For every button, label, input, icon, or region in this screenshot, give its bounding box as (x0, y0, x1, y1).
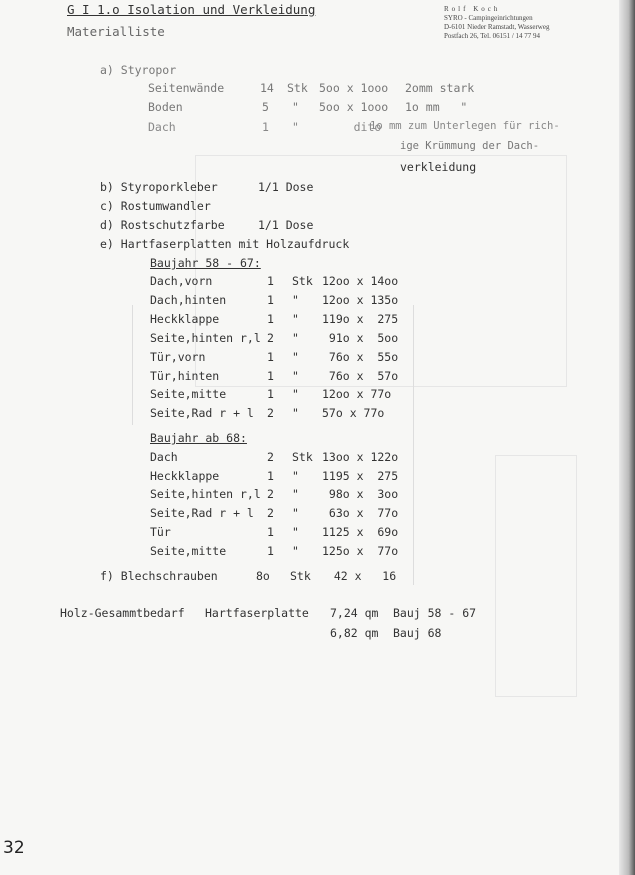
row-qty: 2 (267, 406, 274, 421)
row-qty: 2 (267, 330, 274, 345)
row-unit: " (292, 543, 299, 558)
row-name: Boden (148, 100, 183, 114)
row-unit: " (292, 487, 299, 502)
row-unit: " (292, 387, 299, 402)
row-unit: " (292, 524, 299, 539)
row-dims: 1195 x 275 (322, 468, 399, 483)
total-model: Bauj 58 - 67 (393, 606, 477, 620)
row-unit: Stk (292, 274, 313, 288)
section-e-label: e) Hartfaserplatten mit Holzaufdruck (100, 237, 350, 251)
row-name: Seite,mitte (150, 543, 227, 558)
total-model: Bauj 68 (393, 626, 442, 640)
total-material: Hartfaserplatte (205, 606, 309, 620)
row-name: Seite,mitte (150, 387, 227, 402)
stamp-name: Rolf Koch (444, 5, 501, 13)
row-qty: 14 (260, 81, 274, 95)
stamp-line: SYRO - Campingeinrichtungen (444, 14, 533, 22)
section-d-label: d) Rostschutzfarbe (100, 218, 225, 232)
section-a-label: a) Styropor (100, 63, 177, 77)
row-qty: 1 (267, 311, 274, 326)
row-unit: Stk (292, 450, 313, 464)
group-title-ab-68: Baujahr ab 68: (150, 431, 247, 445)
row-qty: 1 (267, 543, 274, 558)
row-dims: 1125 x 69o (322, 524, 399, 539)
total-label: Holz-Gesammtbedarf (60, 606, 185, 620)
row-unit: " (292, 330, 299, 345)
row-dims: 5oo x 1ooo (319, 81, 389, 95)
row-name: Heckklappe (150, 468, 220, 483)
row-dims: 12oo x 14oo (322, 274, 399, 288)
row-unit: Stk (287, 81, 308, 95)
section-c-label: c) Rostumwandler (100, 199, 211, 213)
row-name: Dach,hinten (150, 292, 227, 307)
page-title: G I 1.o Isolation und Verkleidung (67, 2, 316, 17)
row-qty: 1 (267, 349, 274, 364)
stamp-line: D-6101 Nieder Ramstadt, Wasserweg (444, 23, 550, 31)
section-b-label: b) Styroporkleber (100, 180, 218, 194)
section-f-unit: Stk (290, 569, 311, 583)
row-qty: 1 (262, 120, 269, 134)
page-number: 32 (3, 838, 25, 858)
row-name: Heckklappe (150, 311, 220, 326)
table-border (132, 305, 133, 425)
show-through-box (495, 455, 577, 697)
row-note: 1o mm " (405, 100, 468, 114)
group-title-58-67: Baujahr 58 - 67: (150, 256, 261, 270)
row-name: Tür,vorn (150, 349, 206, 364)
row-name: Seite,hinten r,l (150, 330, 261, 345)
row-qty: 5 (262, 100, 269, 114)
row-note: 2omm stark (405, 81, 475, 95)
row-note: 1o mm zum Unterlegen für rich- (370, 120, 560, 132)
row-unit: " (292, 120, 299, 134)
row-dims: 12oo x 135o (322, 292, 399, 307)
section-d-amount: 1/1 Dose (258, 218, 314, 232)
row-name: Seite,hinten r,l (150, 487, 261, 502)
row-name: Seitenwände (148, 81, 225, 95)
row-unit: " (292, 349, 299, 364)
row-name: Dach (148, 120, 176, 134)
row-dims: 5oo x 1ooo (319, 100, 389, 114)
row-unit: " (292, 292, 299, 307)
note-continuation: ige Krümmung der Dach- (400, 140, 540, 152)
row-dims: 76o x 57o (322, 368, 399, 383)
row-dims: dito (319, 120, 382, 134)
note-continuation: verkleidung (400, 160, 477, 174)
row-dims: 76o x 55o (322, 349, 399, 364)
section-b-amount: 1/1 Dose (258, 180, 314, 194)
page-subtitle: Materialliste (67, 24, 165, 39)
row-name: Dach,vorn (150, 274, 213, 288)
section-f-qty: 8o (256, 569, 270, 583)
row-name: Seite,Rad r + l (150, 406, 254, 421)
row-dims: 119o x 275 (322, 311, 399, 326)
row-name: Tür (150, 524, 171, 539)
row-name: Dach (150, 450, 178, 464)
row-unit: " (292, 311, 299, 326)
row-qty: 1 (267, 468, 274, 483)
row-qty: 1 (267, 387, 274, 402)
table-border (413, 305, 414, 585)
row-qty: 1 (267, 524, 274, 539)
row-dims: 12oo x 77o (322, 387, 392, 402)
row-qty: 1 (267, 274, 274, 288)
row-qty: 2 (267, 506, 274, 521)
row-dims: 63o x 77o (322, 506, 399, 521)
row-qty: 1 (267, 368, 274, 383)
row-dims: 91o x 5oo (322, 330, 399, 345)
stamp-line: Postfach 26, Tel. 06151 / 14 77 94 (444, 32, 541, 40)
row-qty: 1 (267, 292, 274, 307)
row-dims: 98o x 3oo (322, 487, 399, 502)
row-dims: 13oo x 122o (322, 450, 399, 464)
row-unit: " (292, 100, 299, 114)
row-dims: 57o x 77o (322, 406, 385, 421)
company-stamp (444, 5, 549, 41)
total-amount: 7,24 qm (330, 606, 379, 620)
row-unit: " (292, 368, 299, 383)
row-name: Tür,hinten (150, 368, 220, 383)
row-unit: " (292, 406, 299, 421)
row-dims: 125o x 77o (322, 543, 399, 558)
row-qty: 2 (267, 487, 274, 502)
section-f-dims: 42 x 16 (320, 569, 397, 583)
row-name: Seite,Rad r + l (150, 506, 254, 521)
total-amount: 6,82 qm (330, 626, 379, 640)
page-edge-shadow (619, 0, 635, 875)
row-unit: " (292, 468, 299, 483)
section-f-label: f) Blechschrauben (100, 569, 218, 583)
row-qty: 2 (267, 450, 274, 464)
row-unit: " (292, 506, 299, 521)
